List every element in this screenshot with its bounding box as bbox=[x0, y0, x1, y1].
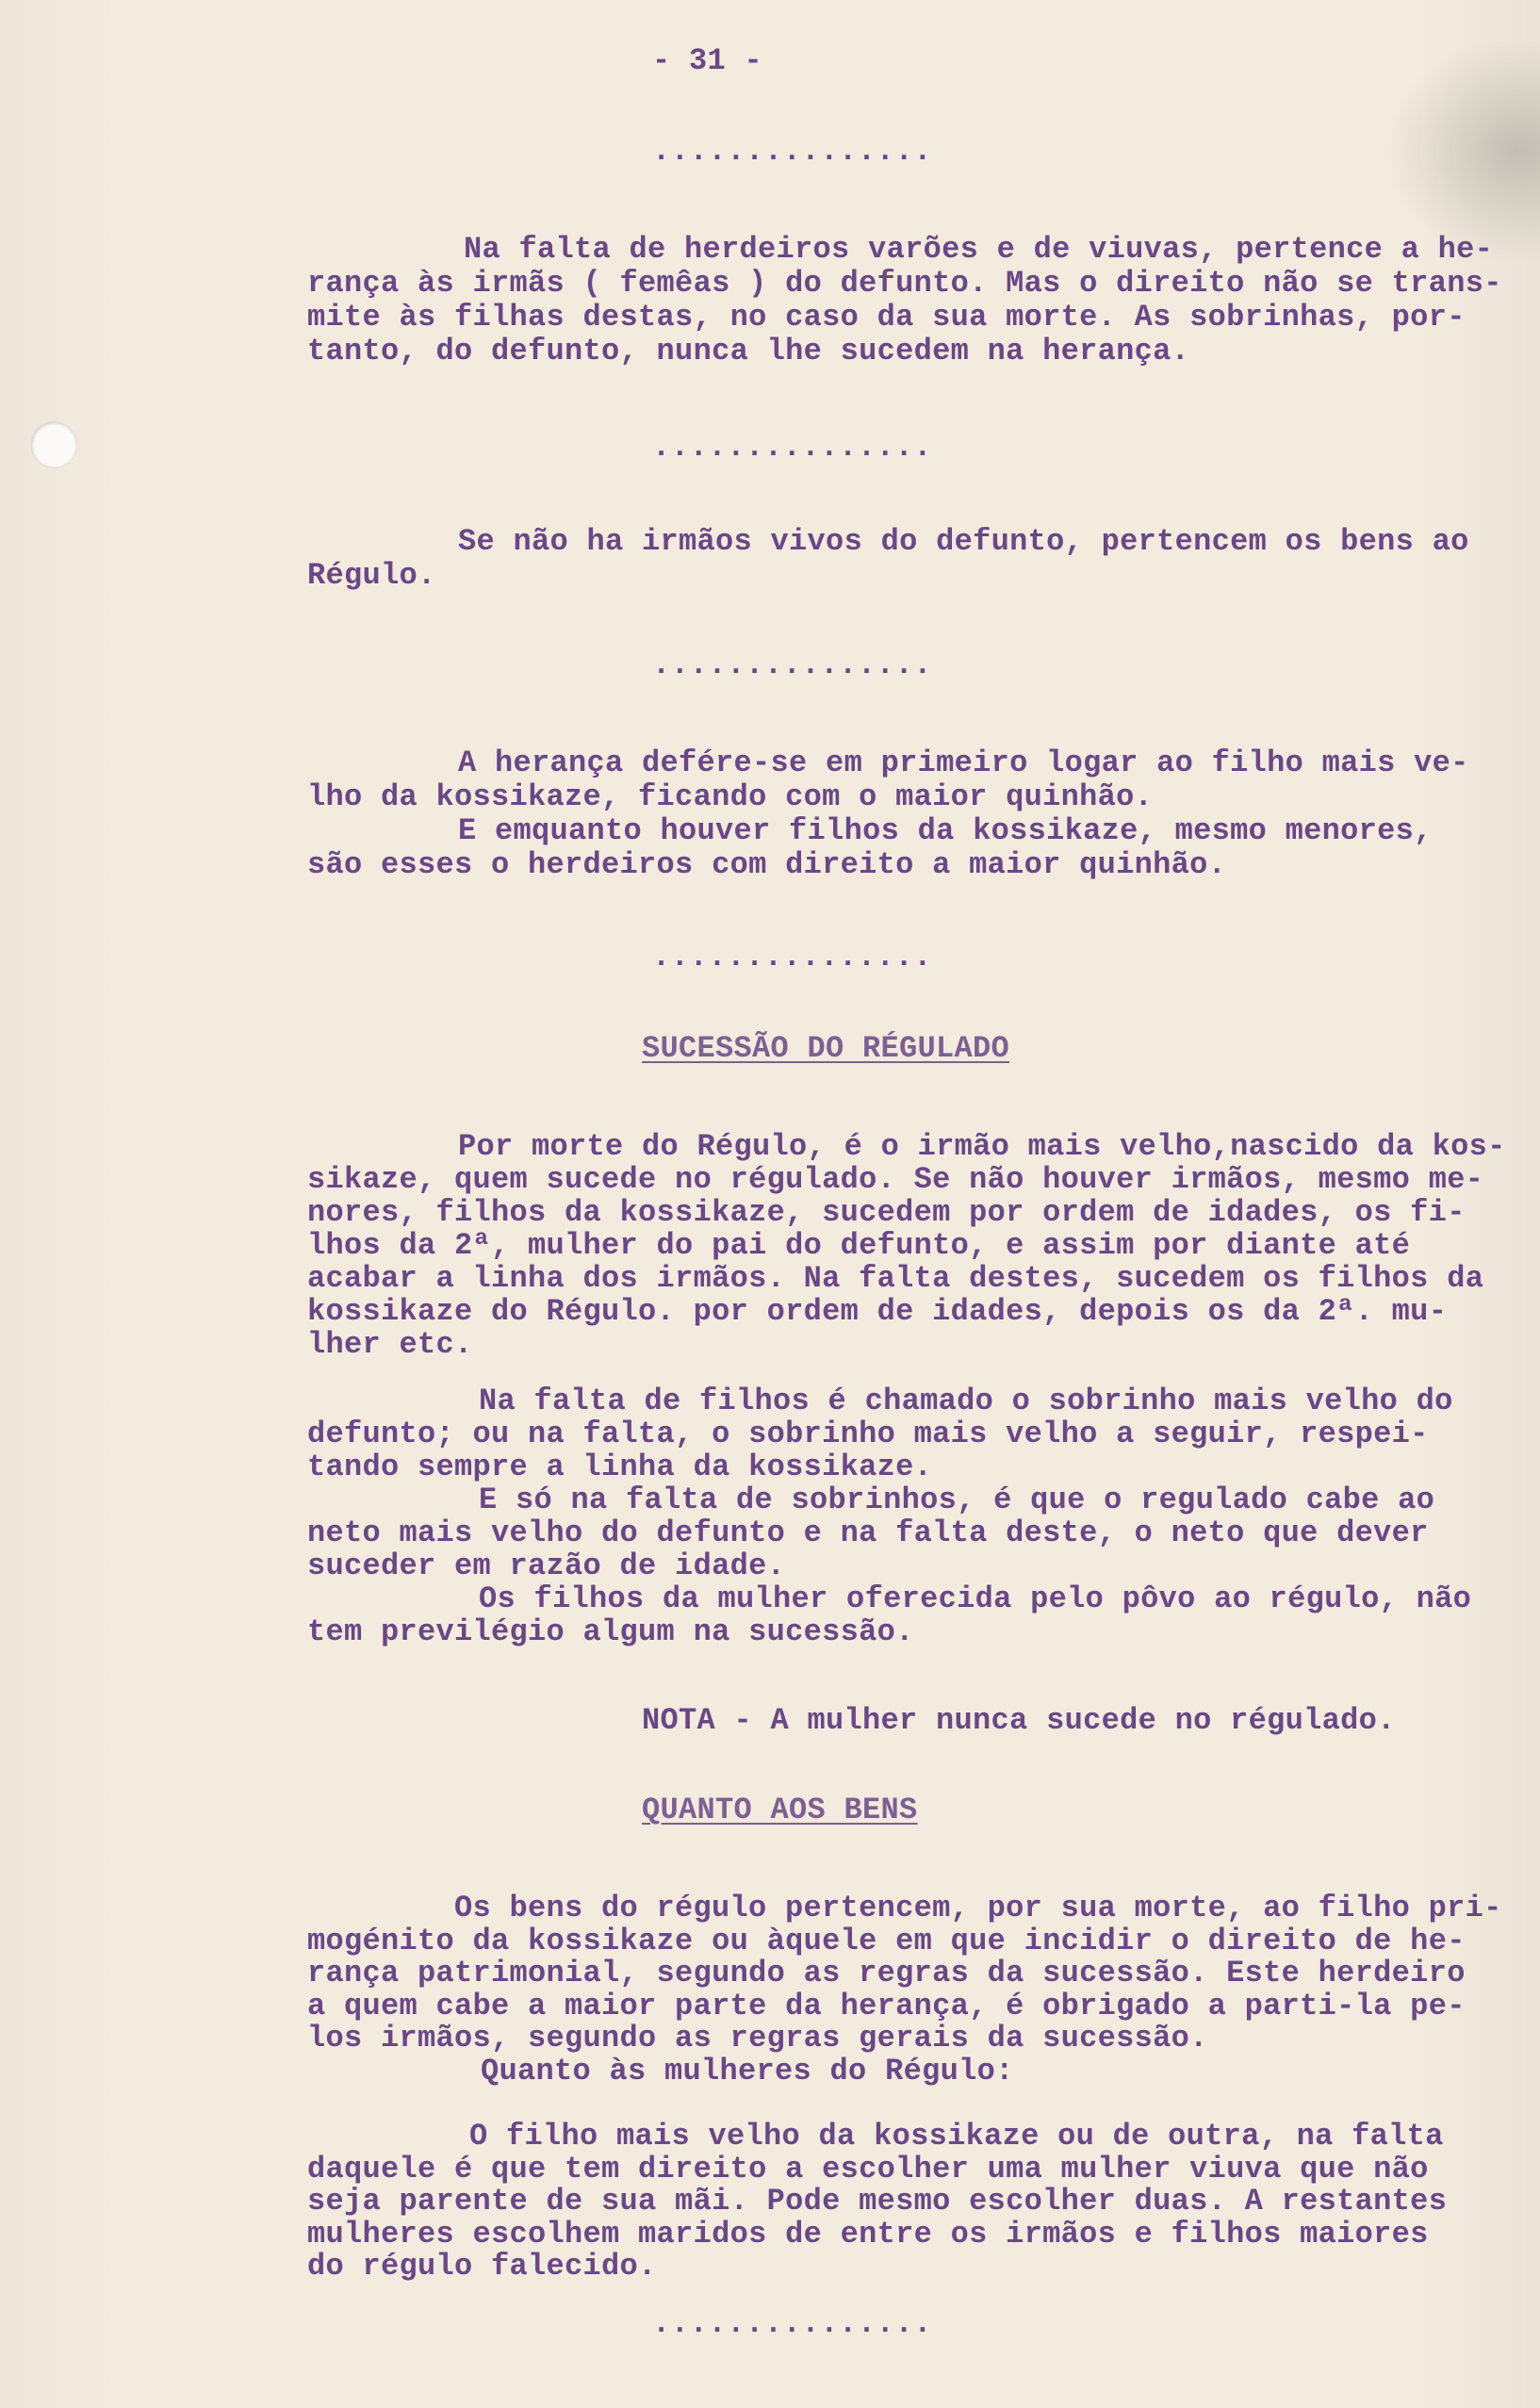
text-line: sikaze, quem sucede no régulado. Se não houver irmãos, mesmo me- bbox=[307, 1162, 1484, 1197]
text-line: A herança defére-se em primeiro logar ao filho mais ve- bbox=[458, 745, 1469, 780]
text-line: a quem cabe a maior parte da herança, é obrigado a parti-la pe- bbox=[307, 1988, 1466, 2023]
text-line: suceder em razão de idade. bbox=[307, 1548, 786, 1583]
separator: ............... bbox=[652, 2306, 933, 2341]
text-line: acabar a linha dos irmãos. Na falta destes, sucedem os filhos da bbox=[307, 1261, 1484, 1296]
text-line: E emquanto houver filhos da kossikaze, mesmo menores, bbox=[458, 813, 1433, 848]
section-heading: SUCESSÃO DO RÉGULADO bbox=[642, 1031, 1010, 1066]
text-line: mulheres escolhem maridos de entre os irmãos e filhos maiores bbox=[307, 2216, 1429, 2252]
note-line: NOTA - A mulher nunca sucede no régulado. bbox=[642, 1703, 1396, 1738]
text-line: rança patrimonial, segundo as regras da sucessão. Este herdeiro bbox=[307, 1956, 1466, 1990]
text-line: lho da kossikaze, ficando com o maior quinhão. bbox=[307, 779, 1154, 814]
text-line: E só na falta de sobrinhos, é que o regulado cabe ao bbox=[479, 1482, 1435, 1517]
paragraph bbox=[307, 233, 1502, 369]
text-line: tando sempre a linha da kossikaze. bbox=[307, 1450, 933, 1484]
text-line: mite às filhas destas, no caso da sua morte. As sobrinhas, por- bbox=[307, 300, 1466, 335]
text-line: seja parente de sua mãi. Pode mesmo escolher duas. A restantes bbox=[307, 2184, 1448, 2219]
text-line: los irmãos, segundo as regras gerais da sucessão. bbox=[307, 2021, 1208, 2056]
text-line: são esses o herdeiros com direito a maior quinhão. bbox=[307, 847, 1227, 882]
text-line: defunto; ou na falta, o sobrinho mais velho a seguir, respei- bbox=[307, 1417, 1429, 1451]
text-line: tem previlégio algum na sucessão. bbox=[307, 1614, 914, 1649]
separator: ............... bbox=[652, 940, 933, 975]
punch-hole bbox=[31, 422, 76, 467]
text-line: daquele é que tem direito a escolher uma mulher viuva que não bbox=[307, 2151, 1429, 2187]
paragraph bbox=[307, 1130, 1506, 1361]
paragraph bbox=[307, 525, 1469, 593]
text-line: do régulo falecido. bbox=[307, 2249, 657, 2284]
separator: ............... bbox=[652, 430, 933, 465]
text-line: lhos da 2ª, mulher do pai do defunto, e assim por diante até bbox=[307, 1228, 1411, 1263]
paragraph bbox=[307, 2121, 1447, 2284]
text-line: mogénito da kossikaze ou àquele em que incidir o direito de he- bbox=[307, 1923, 1466, 1958]
text-line: Quanto às mulheres do Régulo: bbox=[481, 2053, 1014, 2089]
separator: ............... bbox=[652, 134, 933, 169]
paragraph bbox=[307, 1384, 1471, 1648]
text-line: O filho mais velho da kossikaze ou de outra, na falta bbox=[469, 2119, 1444, 2154]
text-line: Régulo. bbox=[307, 558, 436, 593]
text-line: Na falta de herdeiros varões e de viuvas, pertence a he- bbox=[464, 232, 1494, 267]
text-line: Os filhos da mulher oferecida pelo pôvo ao régulo, não bbox=[479, 1581, 1472, 1616]
text-line: Por morte do Régulo, é o irmão mais velho,nascido da kos- bbox=[458, 1129, 1506, 1164]
separator: ............... bbox=[652, 647, 933, 682]
text-line: neto mais velho do defunto e na falta deste, o neto que dever bbox=[307, 1515, 1429, 1550]
text-line: rança às irmãs ( femêas ) do defunto. Mas o direito não se trans- bbox=[307, 266, 1502, 301]
text-line: nores, filhos da kossikaze, sucedem por ordem de idades, os fi- bbox=[307, 1195, 1466, 1230]
text-line: tanto, do defunto, nunca lhe sucedem na herança. bbox=[307, 334, 1190, 369]
page-number: - 31 - bbox=[652, 43, 763, 78]
section-heading: QUANTO AOS BENS bbox=[642, 1793, 918, 1827]
text-line: kossikaze do Régulo. por ordem de idades, depois os da 2ª. mu- bbox=[307, 1294, 1448, 1329]
text-line: Na falta de filhos é chamado o sobrinho mais velho do bbox=[479, 1384, 1453, 1418]
paragraph bbox=[307, 746, 1469, 882]
paragraph bbox=[307, 1892, 1502, 2088]
text-line: lher etc. bbox=[307, 1327, 473, 1362]
text-line: Os bens do régulo pertencem, por sua morte, ao filho pri- bbox=[454, 1891, 1502, 1925]
text-line: Se não ha irmãos vivos do defunto, pertencem os bens ao bbox=[458, 524, 1469, 559]
